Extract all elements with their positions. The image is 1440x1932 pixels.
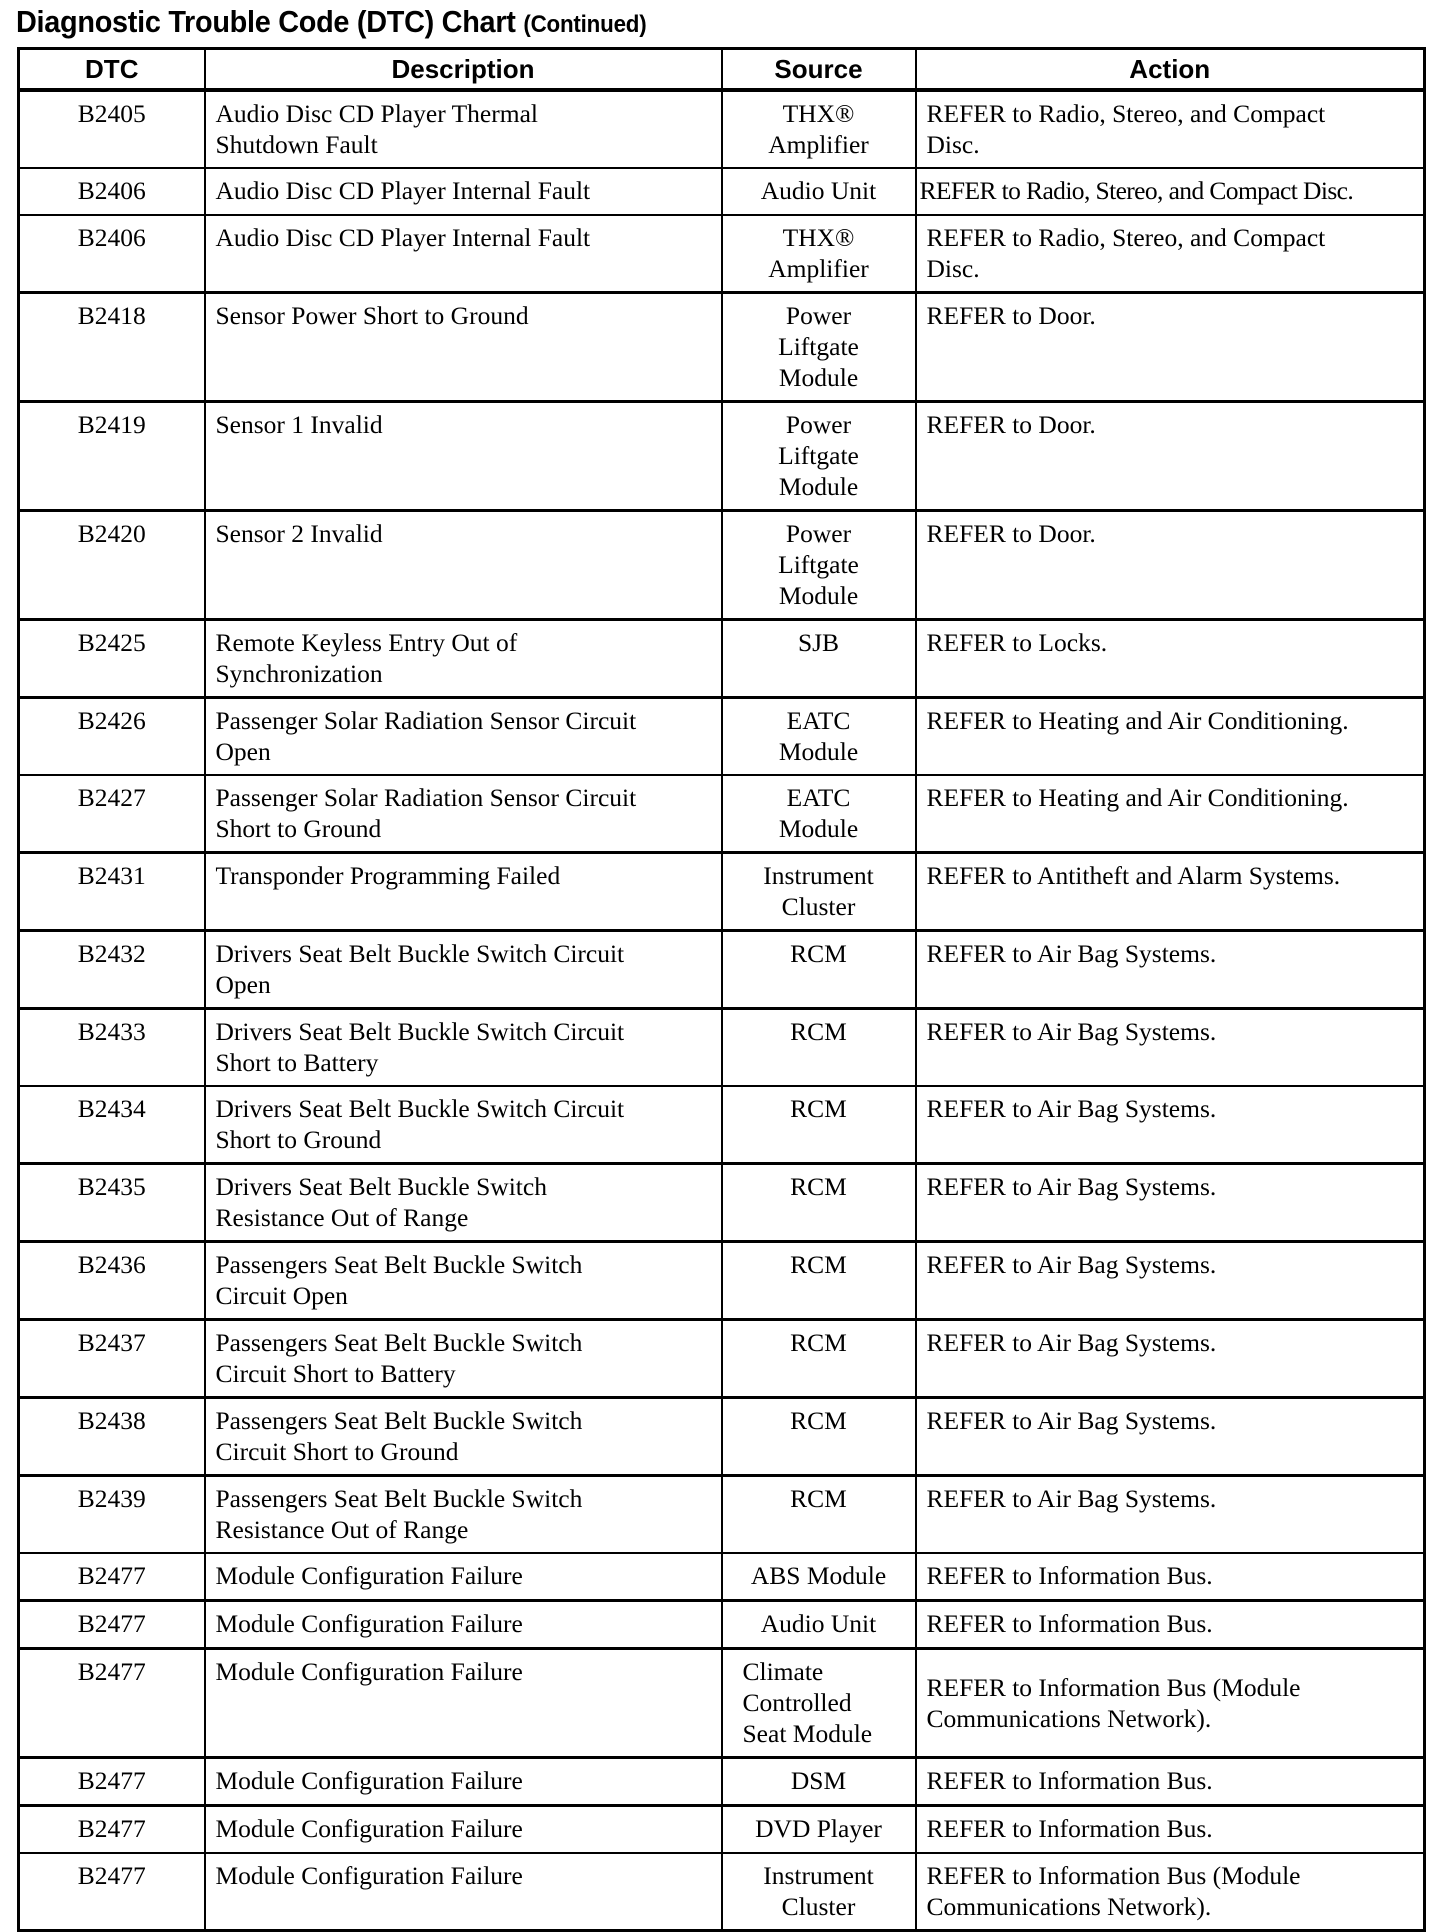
source-cell: RCM [722,1009,916,1087]
description-cell: Module Configuration Failure [205,1601,722,1649]
table-row [19,853,1425,931]
action-cell: REFER to Radio, Stereo, and Compact Disc. [916,168,1425,215]
action-cell: REFER to Door. [916,402,1425,511]
page-title [16,2,646,45]
source-cell: RCM [722,1476,916,1554]
table-row [19,215,1425,293]
action-cell: REFER to Information Bus. [916,1758,1425,1806]
source-cell: RCM [722,1086,916,1164]
source-cell: Audio Unit [722,168,916,215]
description-cell: Passenger Solar Radiation Sensor Circuit Open [205,698,722,776]
action-cell: REFER to Door. [916,511,1425,620]
dtc-code: B2477 [19,1553,205,1601]
table-row [19,1553,1425,1601]
source-cell: Power Liftgate Module [722,402,916,511]
description-cell: Audio Disc CD Player Internal Fault [205,215,722,293]
dtc-code: B2426 [19,698,205,776]
action-cell: REFER to Information Bus (Module Communications Network). [916,1853,1425,1931]
description-cell: Audio Disc CD Player Internal Fault [205,168,722,215]
action-cell: REFER to Information Bus. [916,1806,1425,1854]
table-row [19,1649,1425,1758]
description-cell: Module Configuration Failure [205,1806,722,1854]
dtc-code: B2434 [19,1086,205,1164]
source-cell: RCM [722,1320,916,1398]
dtc-code: B2477 [19,1853,205,1931]
table-row [19,1242,1425,1320]
dtc-code: B2477 [19,1806,205,1854]
dtc-code: B2406 [19,168,205,215]
title-continued: (Continued) [523,11,647,38]
dtc-code: B2431 [19,853,205,931]
action-cell: REFER to Information Bus. [916,1553,1425,1601]
table-row [19,620,1425,698]
description-cell: Sensor 2 Invalid [205,511,722,620]
table-row [19,1320,1425,1398]
action-cell: REFER to Air Bag Systems. [916,1398,1425,1476]
description-cell: Passengers Seat Belt Buckle Switch Resistance Out of Range [205,1476,722,1554]
description-cell: Remote Keyless Entry Out of Synchronization [205,620,722,698]
source-cell: RCM [722,1242,916,1320]
description-cell: Transponder Programming Failed [205,853,722,931]
source-cell: RCM [722,931,916,1009]
dtc-code: B2427 [19,775,205,853]
column-header-action: Action [916,49,1425,91]
action-cell: REFER to Information Bus (Module Communications Network). [916,1649,1425,1758]
title-main: Diagnostic Trouble Code (DTC) Chart [16,4,516,39]
action-cell: REFER to Heating and Air Conditioning. [916,698,1425,776]
dtc-table [17,47,1426,1932]
source-cell: Instrument Cluster [722,1853,916,1931]
column-header-description: Description [205,49,722,91]
table-row [19,168,1425,215]
source-cell: ABS Module [722,1553,916,1601]
table-row [19,931,1425,1009]
table-header-row [19,49,1425,91]
table-row [19,511,1425,620]
table-body [19,90,1425,1931]
source-cell: Audio Unit [722,1601,916,1649]
source-cell: Power Liftgate Module [722,293,916,402]
table-row [19,1009,1425,1087]
source-cell: Instrument Cluster [722,853,916,931]
description-cell: Audio Disc CD Player Thermal Shutdown Fault [205,90,722,168]
dtc-code: B2418 [19,293,205,402]
description-cell: Module Configuration Failure [205,1553,722,1601]
column-header-source: Source [722,49,916,91]
table-row [19,1086,1425,1164]
dtc-code: B2432 [19,931,205,1009]
source-cell: RCM [722,1398,916,1476]
source-cell: EATC Module [722,698,916,776]
table-row [19,1398,1425,1476]
description-cell: Passengers Seat Belt Buckle Switch Circuit Short to Ground [205,1398,722,1476]
source-cell: Climate Controlled Seat Module [722,1649,916,1758]
dtc-code: B2439 [19,1476,205,1554]
description-cell: Drivers Seat Belt Buckle Switch Circuit Short to Ground [205,1086,722,1164]
table-row [19,1164,1425,1242]
source-cell: EATC Module [722,775,916,853]
action-cell: REFER to Heating and Air Conditioning. [916,775,1425,853]
dtc-code: B2477 [19,1649,205,1758]
action-cell: REFER to Radio, Stereo, and Compact Disc. [916,215,1425,293]
table-row [19,90,1425,168]
table-row [19,775,1425,853]
dtc-code: B2405 [19,90,205,168]
description-cell: Drivers Seat Belt Buckle Switch Resistance Out of Range [205,1164,722,1242]
description-cell: Passenger Solar Radiation Sensor Circuit Short to Ground [205,775,722,853]
dtc-code: B2477 [19,1601,205,1649]
source-cell: THX® Amplifier [722,215,916,293]
table-row [19,1758,1425,1806]
source-cell: DVD Player [722,1806,916,1854]
description-cell: Module Configuration Failure [205,1649,722,1758]
action-cell: REFER to Air Bag Systems. [916,1242,1425,1320]
source-cell: DSM [722,1758,916,1806]
description-cell: Passengers Seat Belt Buckle Switch Circuit Short to Battery [205,1320,722,1398]
action-cell: REFER to Radio, Stereo, and Compact Disc. [916,90,1425,168]
dtc-code: B2419 [19,402,205,511]
action-cell: REFER to Locks. [916,620,1425,698]
dtc-code: B2437 [19,1320,205,1398]
dtc-code: B2438 [19,1398,205,1476]
source-cell: Power Liftgate Module [722,511,916,620]
action-cell: REFER to Air Bag Systems. [916,1164,1425,1242]
table-row [19,293,1425,402]
dtc-code: B2425 [19,620,205,698]
action-cell: REFER to Air Bag Systems. [916,1320,1425,1398]
source-cell: RCM [722,1164,916,1242]
description-cell: Passengers Seat Belt Buckle Switch Circuit Open [205,1242,722,1320]
table-row [19,1476,1425,1554]
source-cell: SJB [722,620,916,698]
dtc-code: B2406 [19,215,205,293]
source-cell: THX® Amplifier [722,90,916,168]
action-cell: REFER to Door. [916,293,1425,402]
description-cell: Module Configuration Failure [205,1853,722,1931]
action-cell: REFER to Information Bus. [916,1601,1425,1649]
description-cell: Sensor 1 Invalid [205,402,722,511]
dtc-code: B2477 [19,1758,205,1806]
action-cell: REFER to Antitheft and Alarm Systems. [916,853,1425,931]
action-cell: REFER to Air Bag Systems. [916,1009,1425,1087]
description-cell: Module Configuration Failure [205,1758,722,1806]
description-cell: Drivers Seat Belt Buckle Switch Circuit Short to Battery [205,1009,722,1087]
dtc-code: B2436 [19,1242,205,1320]
description-cell: Sensor Power Short to Ground [205,293,722,402]
table-row [19,1601,1425,1649]
dtc-code: B2433 [19,1009,205,1087]
dtc-code: B2420 [19,511,205,620]
action-cell: REFER to Air Bag Systems. [916,931,1425,1009]
action-cell: REFER to Air Bag Systems. [916,1476,1425,1554]
table-row [19,1806,1425,1854]
dtc-code: B2435 [19,1164,205,1242]
description-cell: Drivers Seat Belt Buckle Switch Circuit Open [205,931,722,1009]
table-row [19,402,1425,511]
table-row [19,698,1425,776]
column-header-dtc: DTC [19,49,205,91]
action-cell: REFER to Air Bag Systems. [916,1086,1425,1164]
